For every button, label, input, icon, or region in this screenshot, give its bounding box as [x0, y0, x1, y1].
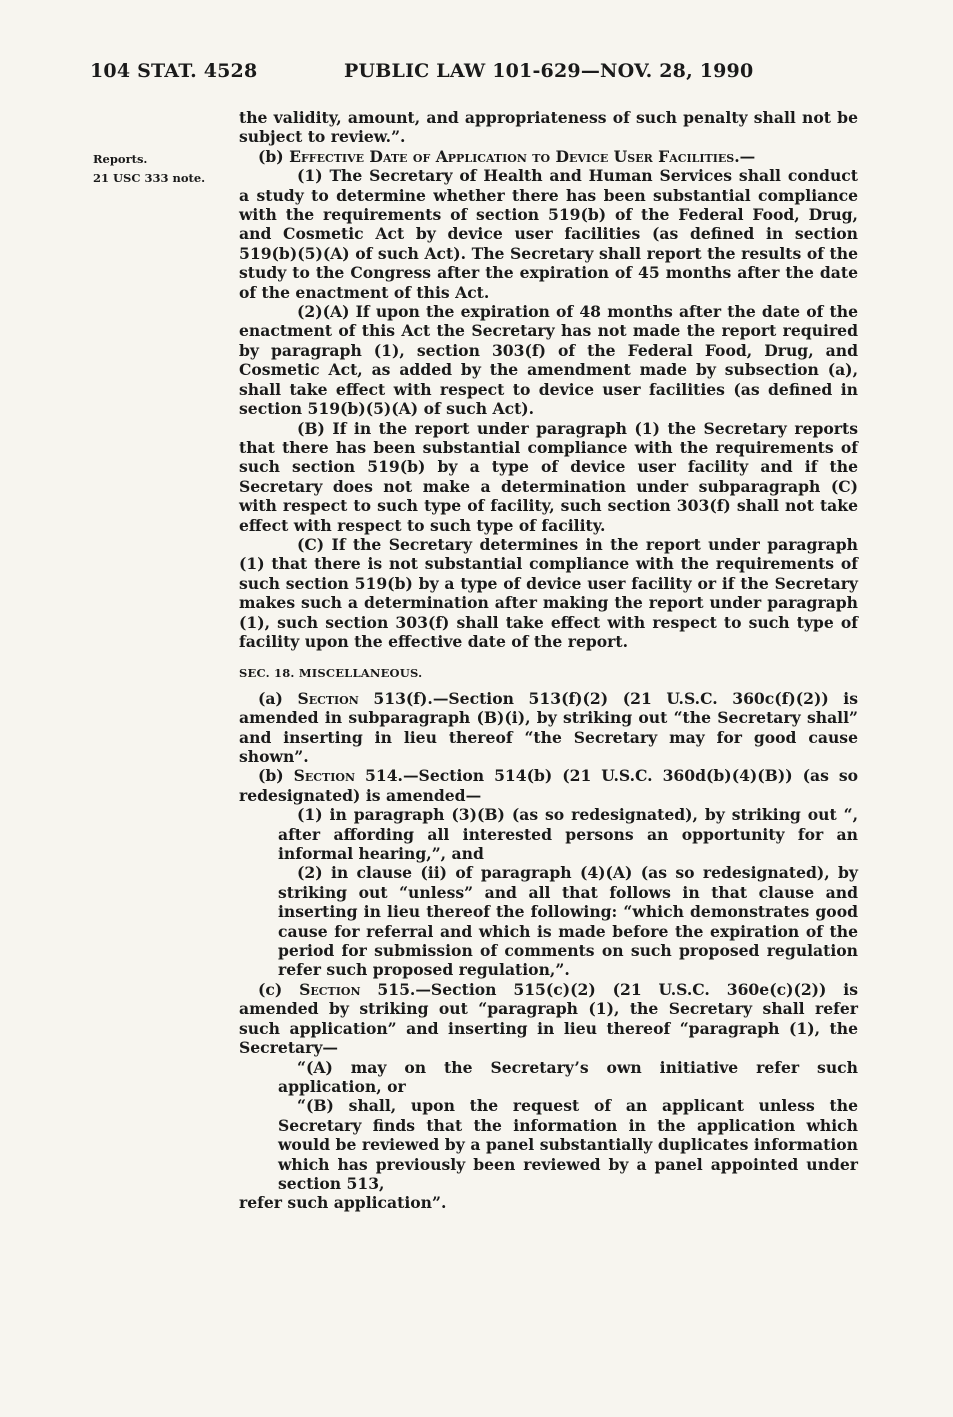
subsection-b-label: (b) [258, 146, 290, 166]
paragraph-18a-text: 513(f).—Section 513(f)(2) (21 U.S.C. 360c(f)(2)) is amended in subparagraph (B)(i), by striking out “the Secretary shall” and inserting in lieu thereof “the Secretary may for good cause shown”. [239, 688, 858, 766]
paragraph-b2a: (2)(A) If upon the expiration of 48 months after the date of the enactment of this Act the Secretary has not made the report required by paragraph (1), section 303(f) of the Federal Food, Drug, and Cosmetic Act, as added by the amendment made by subsection (a), shall take effect with respect to device user facilities (as defined in section 519(b)(5)(A) of such Act). [239, 302, 858, 419]
paragraph-18a [239, 689, 858, 767]
body-text [239, 108, 858, 1213]
quote-a: “(A) may on the Secretary’s own initiative refer such application, or [278, 1057, 858, 1096]
paragraph-18c-head: Section [299, 979, 361, 999]
paragraph-18b-text: 514.—Section 514(b) (21 U.S.C. 360d(b)(4)(B)) (as so redesignated) is amended— [239, 766, 858, 805]
subsection-b-title: Effective Date of Application to Device User Facilities.— [289, 146, 756, 166]
paragraph-b2c: (C) If the Secretary determines in the report under paragraph (1) that there is not substantial compliance with the requirements of such section 519(b) by a type of device user facility or if the Secretary makes such a determination after making the report under paragraph (1), such section 303(f) shall take effect with respect to such type of facility upon the effective date of the report. [239, 534, 858, 651]
paragraph-continuation: the validity, amount, and appropriateness of such penalty shall not be subject to review.”. [239, 108, 858, 147]
public-law-title: PUBLIC LAW 101-629—NOV. 28, 1990 [344, 60, 754, 82]
margin-note-reports: Reports. [93, 152, 148, 166]
subsection-b-heading [239, 147, 858, 166]
paragraph-18b-label: (b) [258, 766, 294, 786]
paragraph-18b-1: (1) in paragraph (3)(B) (as so redesignated), by striking out “, after affording all interested persons an opportunity for an informal hearing,”, and [278, 805, 858, 864]
margin-note-usc: 21 USC 333 note. [93, 171, 206, 185]
closing-line: refer such application”. [239, 1193, 447, 1213]
paragraph-18c [239, 980, 858, 1058]
paragraph-18b [239, 766, 858, 805]
paragraph-18a-head: Section [297, 688, 359, 708]
paragraph-18c-label: (c) [258, 979, 300, 999]
paragraph-18b-2: (2) in clause (ii) of paragraph (4)(A) (as so redesignated), by striking out “unless” and all that follows in that clause and inserting in lieu thereof the following: “which demonstrates good cause for referral and which is made before the expiration of the period for submission of comments on such proposed regulation refer such proposed regulation,”. [278, 863, 858, 980]
paragraph-18c-text: 515.—Section 515(c)(2) (21 U.S.C. 360e(c)(2)) is amended by striking out “paragraph (1), the Secretary shall refer such application” and inserting in lieu thereof “paragraph (1), the Secretary— [239, 979, 858, 1058]
paragraph-b2b: (B) If in the report under paragraph (1) the Secretary reports that there has been substantial compliance with the requirements of such section 519(b) by a type of device user facility and if the Secretary does not make a determination under subparagraph (C) with respect to such type of facility, such section 303(f) shall not take effect with respect to such type of facility. [239, 418, 858, 535]
stat-page-number: 104 STAT. 4528 [90, 60, 258, 82]
section-18-title: SEC. 18. MISCELLANEOUS. [239, 666, 423, 681]
paragraph-18b-head: Section [293, 766, 356, 786]
quote-b: “(B) shall, upon the request of an applicant unless the Secretary finds that the information in the application which would be reviewed by a panel substantially duplicates information which has previously been reviewed by a panel appointed under section 513, [278, 1096, 858, 1193]
paragraph-18a-label: (a) [258, 688, 298, 708]
paragraph-b1: (1) The Secretary of Health and Human Services shall conduct a study to determine whether there has been substantial compliance with the requirements of section 519(b) of the Federal Food, Drug, and Cosmetic Act by device user facilities (as defined in section 519(b)(5)(A) of such Act). The Secretary shall report the results of the study to the Congress after the expiration of 45 months after the date of the enactment of this Act. [239, 166, 858, 302]
